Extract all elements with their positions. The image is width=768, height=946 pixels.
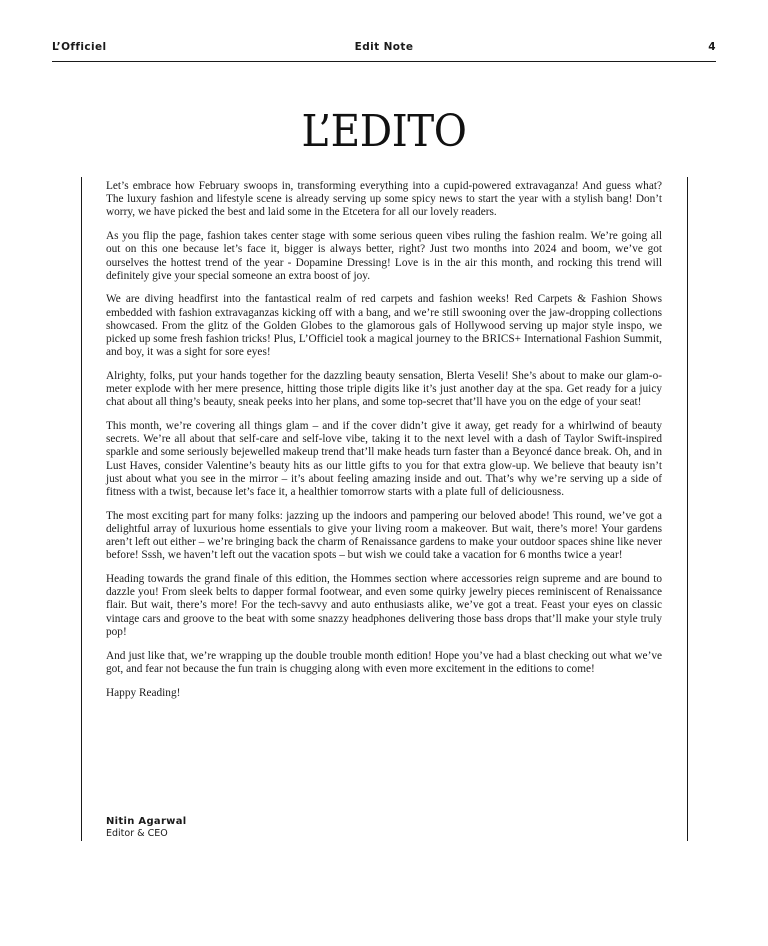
page-title: L’EDITO	[301, 106, 467, 157]
left-divider	[81, 177, 82, 841]
paragraph: This month, we’re covering all things glam – and if the cover didn’t give it away, get ready for a whirlwind of beauty secrets. We’re all about that self-care and self-love vibe, taking it to the next level with a dash of Taylor Swift-inspired sparkle and some seriously bejewelled makeup trend that’ll make heads turn faster than a Beyoncé dance break. Oh, and in Lust Haves, consider Valentine’s beauty hits as our little gifts to you for that extra glow-up. We believe that beauty isn’t just about what you see in the mirror – it’s about feeling amazing inside and out. That’s why we’re serving up a side of fitness with a twist, because let’s face it, a healthier tomorrow starts with a plate full of deliciousness.	[106, 420, 662, 499]
page-header	[52, 40, 716, 62]
closing-line: Happy Reading!	[106, 686, 181, 699]
paragraph: Let’s embrace how February swoops in, transforming everything into a cupid-powered extravaganza! And guess what? The luxury fashion and lifestyle scene is already serving up some spicy news to start the year with a stylish bang! Don’t worry, we have picked the best and laid some in the Etcetera for all our lovely readers.	[106, 180, 662, 219]
right-divider	[687, 177, 688, 841]
author-role: Editor & CEO	[106, 828, 168, 839]
paragraph: Heading towards the grand finale of this edition, the Hommes section where accessories reign supreme and are bound to dazzle you! From sleek belts to dapper formal footwear, and even some quirky jewelry pieces reminiscent of Renaissance flair. But wait, there’s more! For the tech-savvy and auto enthusiasts alike, we’ve got a treat. Feast your eyes on classic vintage cars and groove to the beat with some snazzy headphones delivering those bass drops that’ll make your style truly pop!	[106, 573, 662, 638]
paragraph: Alrighty, folks, put your hands together for the dazzling beauty sensation, Blerta Veseli! She’s about to make our glam-o-meter explode with her mere presence, hitting those triple digits like it’s just another day at the spa. Get ready for a juicy chat about all thing’s beauty, sneak peeks into her plans, and some top-secret that’ll have you on the edge of your seat!	[106, 369, 662, 409]
signature-block	[106, 815, 187, 840]
editorial-body	[106, 180, 662, 710]
paragraph: The most exciting part for many folks: jazzing up the indoors and pampering our beloved abode! This round, we’ve got a delightful array of luxurious home essentials to give your living room a makeover. But wait, there’s more! Your gardens aren’t left out either – we’re bringing back the charm of Renaissance gardens to make your outdoor spaces shine like never before! Sssh, we haven’t left out the vacation spots – but wish we could take a vacation for 6 months twice a year!	[106, 509, 662, 562]
page-number: 4	[708, 41, 716, 53]
author-name: Nitin Agarwal	[106, 816, 187, 827]
magazine-brand: L’Officiel	[52, 41, 107, 53]
paragraph: We are diving headfirst into the fantastical realm of red carpets and fashion weeks! Red Carpets & Fashion Shows embedded with fashion extravaganzas kicking off with a bang, and we’re still swooning over the jaw-dropping collections showcased. From the glitz of the Golden Globes to the glamorous gals of Hollywood serving up major style inspo, we picked up some fresh fashion tricks! Plus, L’Officiel took a magical journey to the BRICS+ International Fashion Summit, and boy, it was a sight for sore eyes!	[106, 293, 662, 359]
section-name: Edit Note	[354, 41, 414, 53]
paragraph: As you flip the page, fashion takes center stage with some serious queen vibes ruling the fashion realm. We’re going all out on this one because let’s face it, bigger is always better, right? Just two months into 2024 and boom, we’ve got ourselves the hottest trend of the year - Dopamine Dressing! Love is in the air this month, and rocking this trend will definitely give your special someone an extra boost of joy.	[106, 230, 662, 282]
paragraph: And just like that, we’re wrapping up the double trouble month edition! Hope you’ve had a blast checking out what we’ve got, and fear not because the fun train is chugging along with even more excitement in the editions to come!	[106, 649, 662, 675]
